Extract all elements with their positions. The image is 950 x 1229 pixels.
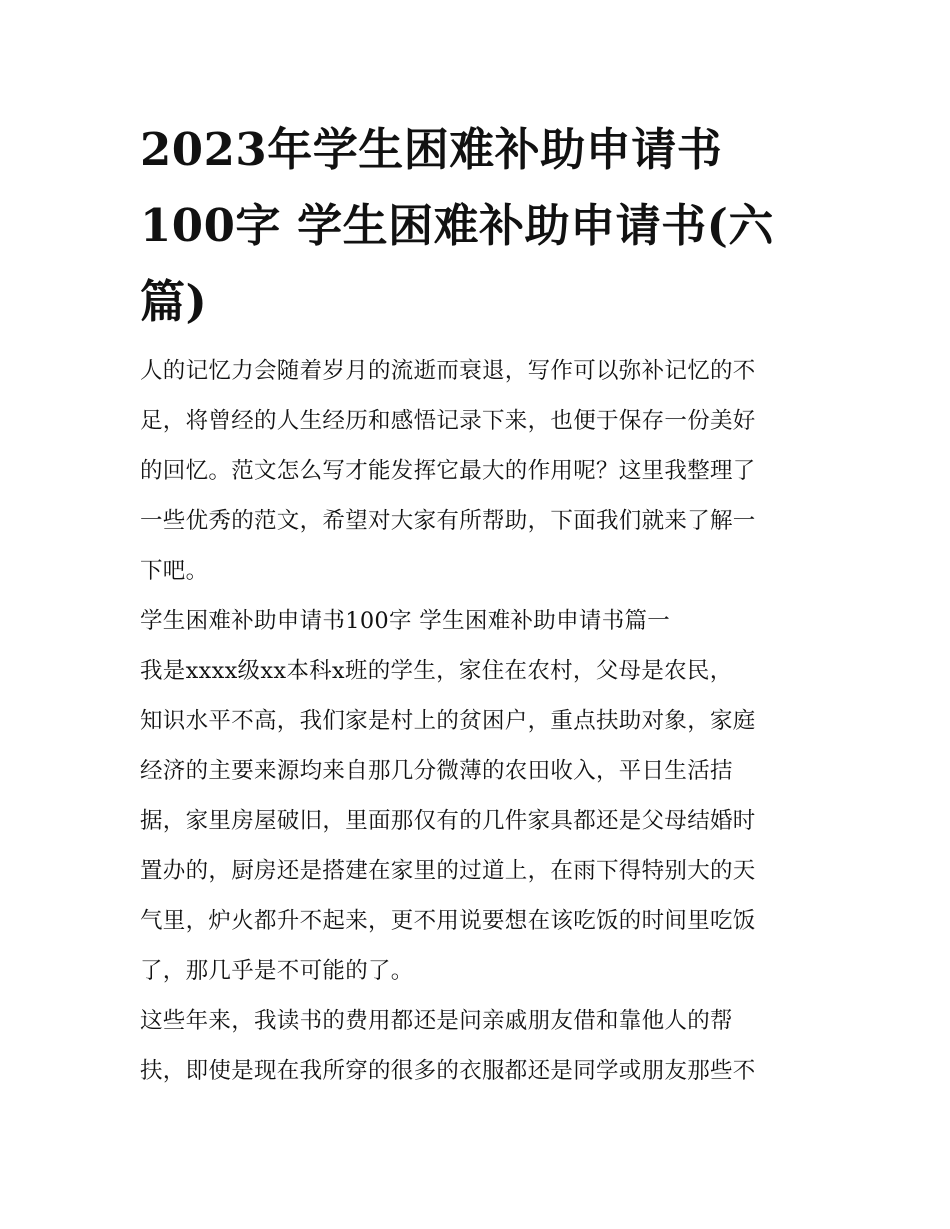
document-page xyxy=(140,112,812,1096)
body-line: 人的记忆力会随着岁月的流逝而衰退，写作可以弥补记忆的不 xyxy=(140,358,756,384)
document-body xyxy=(140,346,812,1096)
body-line: 了，那几乎是不可能的了。 xyxy=(140,958,414,984)
body-line: 的回忆。范文怎么写才能发挥它最大的作用呢？这里我整理了 xyxy=(140,458,756,484)
body-line: 置办的，厨房还是搭建在家里的过道上，在雨下得特别大的天 xyxy=(140,858,756,884)
body-line: 一些优秀的范文，希望对大家有所帮助，下面我们就来了解一 xyxy=(140,508,756,534)
body-line: 经济的主要来源均来自那几分微薄的农田收入，平日生活拮 xyxy=(140,758,733,784)
title-line: 篇) xyxy=(140,275,208,328)
title-line: 2023年学生困难补助申请书 xyxy=(140,123,723,176)
document-title xyxy=(140,112,812,340)
body-line: 我是xxxx级xx本科x班的学生，家住在农村，父母是农民， xyxy=(140,658,733,684)
body-line: 气里，炉火都升不起来，更不用说要想在该吃饭的时间里吃饭 xyxy=(140,908,756,934)
section-heading: 学生困难补助申请书100字 学生困难补助申请书篇一 xyxy=(140,608,671,634)
body-line: 这些年来，我读书的费用都还是问亲戚朋友借和靠他人的帮 xyxy=(140,1008,733,1034)
body-line: 知识水平不高，我们家是村上的贫困户，重点扶助对象，家庭 xyxy=(140,708,756,734)
title-line: 100字 学生困难补助申请书(六 xyxy=(140,199,774,252)
body-line: 足，将曾经的人生经历和感悟记录下来，也便于保存一份美好 xyxy=(140,408,756,434)
body-line: 扶，即使是现在我所穿的很多的衣服都还是同学或朋友那些不 xyxy=(140,1058,756,1084)
body-line: 据，家里房屋破旧，里面那仅有的几件家具都还是父母结婚时 xyxy=(140,808,756,834)
body-line: 下吧。 xyxy=(140,558,209,584)
